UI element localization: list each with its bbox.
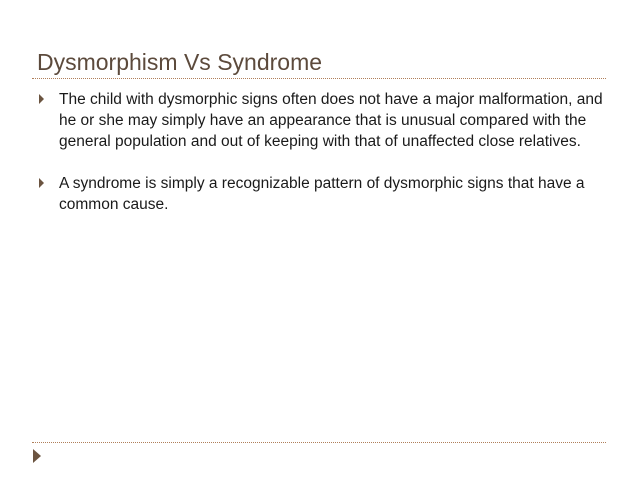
list-item [38,89,608,152]
triangle-marker-icon [33,449,41,463]
bullet-list [38,89,608,215]
triangle-bullet-icon [39,94,44,104]
slide-title: Dysmorphism Vs Syndrome [37,49,323,75]
list-item [38,173,608,215]
bullet-text: The child with dysmorphic signs often does not have a major malformation, and he or she may simply have an appearance that is unusual compared with the general population and out of keeping with that of unaffected close relatives. [59,91,603,150]
bullet-text: A syndrome is simply a recognizable pattern of dysmorphic signs that have a common cause. [59,175,585,213]
footer-divider [32,442,606,443]
triangle-bullet-icon [39,178,44,188]
title-divider [32,78,606,79]
